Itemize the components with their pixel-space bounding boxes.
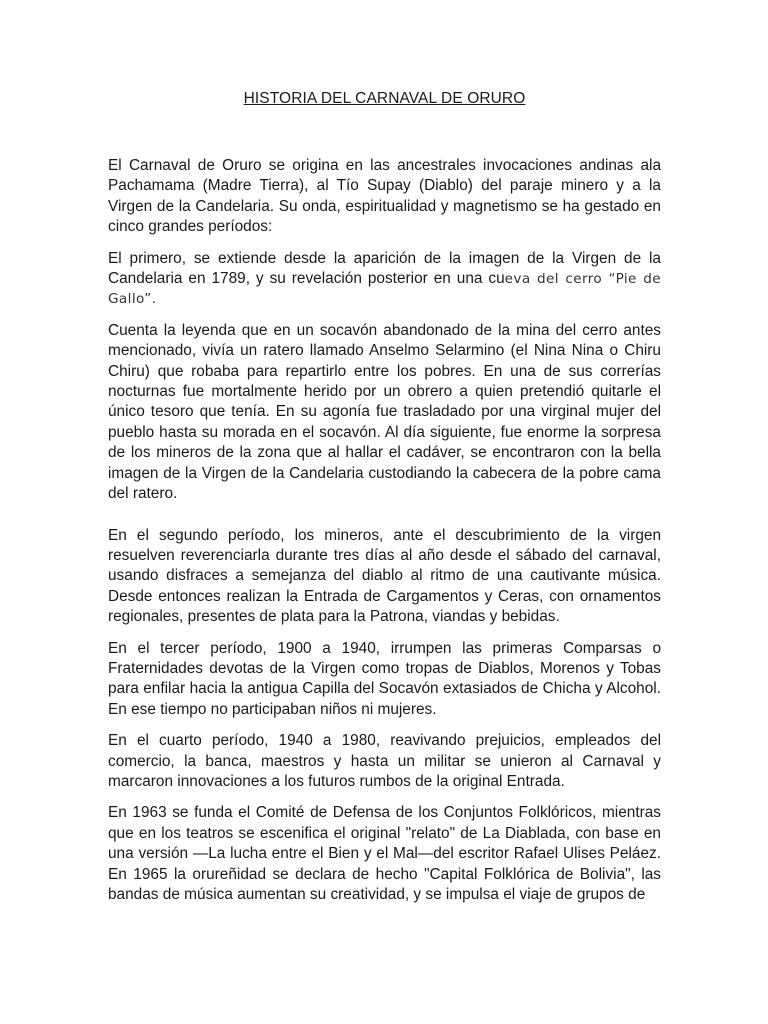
first-period-text: El primero, se extiende desde la aparición de la imagen de la Virgen de la Candelaria en 1789, y su revelación posterior en una cu: [108, 249, 661, 288]
paragraph-second-period: En el segundo período, los mineros, ante el descubrimiento de la virgen resuelven reverenciarla durante tres días al año desde el sábado del carnaval, usando disfraces a semejanza del diablo al ritmo de una cautivante música. Desde entonces realizan la Entrada de Cargamentos y Ceras, con ornamentos regionales, presentes de plata para la Patrona, viandas y bebidas.: [108, 526, 661, 626]
paragraph-third-period: En el tercer período, 1900 a 1940, irrumpen las primeras Comparsas o Fraternidades devotas de la Virgen como tropas de Diablos, Morenos y Tobas para enfilar hacia la antigua Capilla del Socavón extasiados de Chicha y Alcohol. En ese tiempo no participaban niños ni mujeres.: [108, 639, 661, 718]
paragraph-first-period: [108, 249, 661, 310]
document-page: [108, 90, 661, 916]
document-title: HISTORIA DEL CARNAVAL DE ORURO: [243, 90, 526, 107]
first-period-text-end: eva del cerro “Pie de Gallo”.: [108, 271, 661, 308]
paragraph-1963: En 1963 se funda el Comité de Defensa de los Conjuntos Folklóricos, mientras que en los teatros se escenifica el original "relato" de La Diablada, con base en una versión —La lucha entre el Bien y el Mal—del escritor Rafael Ulises Peláez. En 1965 la orureñidad se declara de hecho "Capital Folklórica de Bolivia", las bandas de música aumentan su creatividad, y se impulsa el viaje de grupos de: [108, 804, 661, 903]
paragraph-fourth-period: En el cuarto período, 1940 a 1980, reavivando prejuicios, empleados del comercio, la banca, maestros y hasta un militar se unieron al Carnaval y marcaron innovaciones a los futuros rumbos de la original Entrada.: [108, 732, 661, 790]
paragraph-legend: Cuenta la leyenda que en un socavón abandonado de la mina del cerro antes mencionado, vivía un ratero llamado Anselmo Selarmino (el Nina Nina o Chiru Chiru) que robaba para repartirlo entre los pobres. En una de sus correrías nocturnas fue mortalmente herido por un obrero a quien pretendió quitarle el único tesoro que tenía. En su agonía fue trasladado por una virginal mujer del pueblo hasta su morada en el socavón. Al día siguiente, fue enorme la sorpresa de los mineros de la zona que al hallar el cadáver, se encontraron con la bella imagen de la Virgen de la Candelaria custodiando la cabecera de la pobre cama del ratero.: [108, 321, 661, 503]
paragraph-intro: El Carnaval de Oruro se origina en las ancestrales invocaciones andinas ala Pachamama (Madre Tierra), al Tío Supay (Diablo) del paraje minero y a la Virgen de la Candelaria. Su onda, espiritualidad y magnetismo se ha gestado en cinco grandes períodos:: [108, 157, 661, 236]
